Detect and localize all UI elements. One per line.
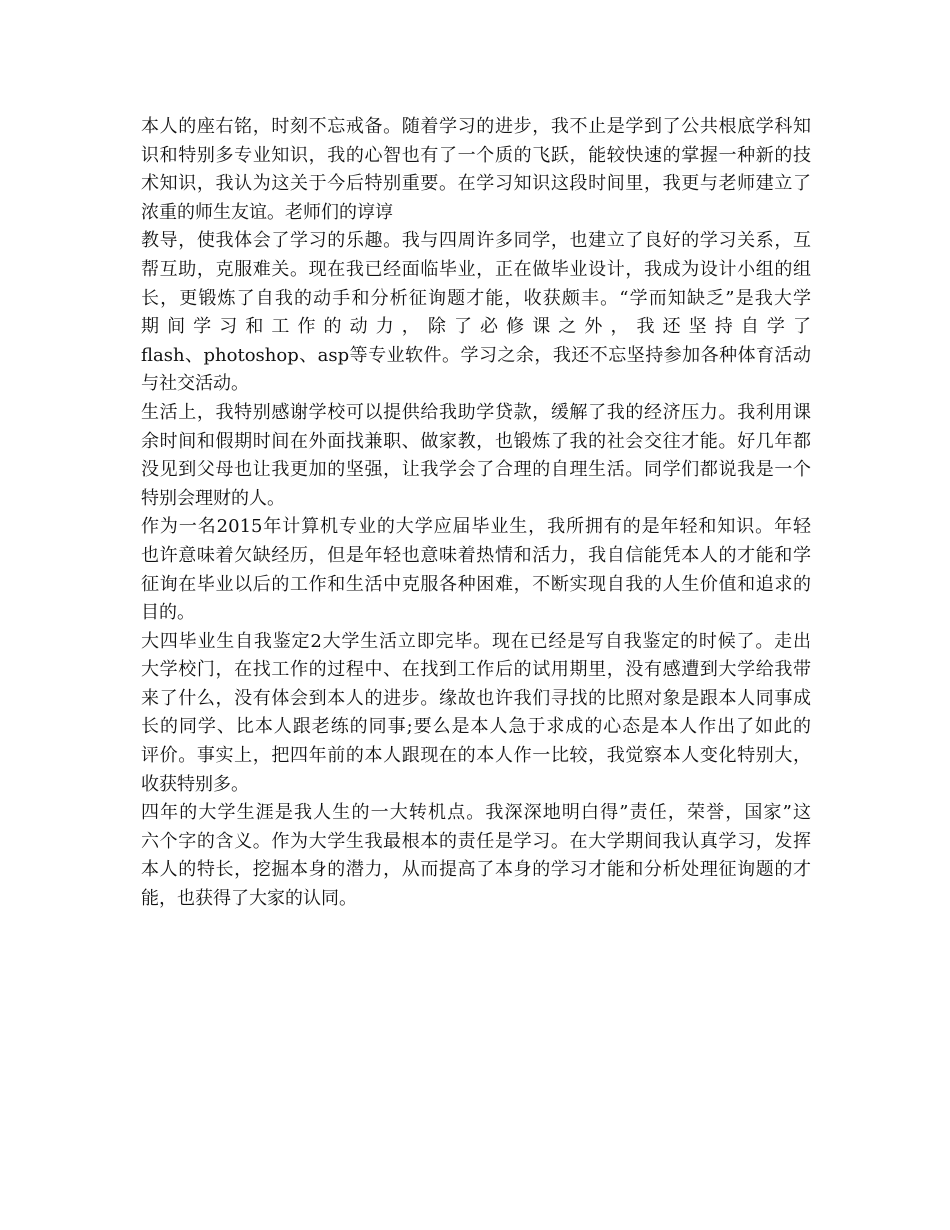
text-line: 六个字的含义。作为大学生我最根本的责任是学习。在大学期间我认真学习，发挥 — [141, 830, 811, 852]
text-line: 目的。 — [141, 602, 195, 624]
text-line: 术知识，我认为这关于今后特别重要。在学习知识这段时间里，我更与老师建立了 — [141, 173, 811, 195]
text-line: 长的同学、比本人跟老练的同事;要么是本人急于求成的心态是本人作出了如此的 — [141, 716, 811, 738]
text-line: 四年的大学生涯是我人生的一大转机点。我深深地明白得”责任，荣誉，国家”这 — [141, 802, 811, 824]
text-line: 教导，使我体会了学习的乐趣。我与四周许多同学，也建立了良好的学习关系，互 — [141, 230, 811, 252]
text-line: 收获特别多。 — [141, 773, 249, 795]
paragraph-5 — [141, 628, 811, 800]
text-line: 大学校门，在找工作的过程中、在找到工作后的试用期里，没有感遭到大学给我带 — [141, 659, 811, 681]
paragraph-2 — [141, 227, 811, 399]
paragraph-6 — [141, 799, 811, 913]
text-line: 大四毕业生自我鉴定2大学生活立即完毕。现在已经是写自我鉴定的时候了。走出 — [141, 630, 811, 652]
text-line: 帮互助，克服难关。现在我已经面临毕业，正在做毕业设计，我成为设计小组的组 — [141, 258, 811, 280]
text-line: 本人的特长，挖掘本身的潜力，从而提高了本身的学习才能和分析处理征询题的才 — [141, 859, 811, 881]
text-line: 评价。事实上，把四年前的本人跟现在的本人作一比较，我觉察本人变化特别大， — [141, 745, 811, 767]
text-line: 期间学习和工作的动力，除了必修课之外，我还坚持自学了 — [141, 316, 811, 338]
text-line: 生活上，我特别感谢学校可以提供给我助学贷款，缓解了我的经济压力。我利用课 — [141, 401, 811, 423]
document-page — [141, 113, 811, 914]
text-line: 本人的座右铭，时刻不忘戒备。随着学习的进步，我不止是学到了公共根底学科知 — [141, 116, 811, 137]
text-line: flash、photoshop、asp等专业软件。学习之余，我还不忘坚持参加各种体育活动 — [141, 344, 811, 366]
paragraph-1 — [141, 113, 811, 227]
text-line: 作为一名2015年计算机专业的大学应届毕业生，我所拥有的是年轻和知识。年轻 — [141, 516, 811, 538]
text-line: 特别会理财的人。 — [141, 487, 285, 509]
paragraph-3 — [141, 399, 811, 513]
text-line: 余时间和假期时间在外面找兼职、做家教，也锻炼了我的社会交往才能。好几年都 — [141, 430, 811, 452]
text-line: 征询在毕业以后的工作和生活中克服各种困难，不断实现自我的人生价值和追求的 — [141, 573, 811, 595]
text-line: 与社交活动。 — [141, 373, 249, 395]
text-line: 来了什么，没有体会到本人的进步。缘故也许我们寻找的比照对象是跟本人同事成 — [141, 687, 811, 709]
text-line: 没见到父母也让我更加的坚强，让我学会了合理的自理生活。同学们都说我是一个 — [141, 459, 811, 481]
text-line: 也许意味着欠缺经历，但是年轻也意味着热情和活力，我自信能凭本人的才能和学 — [141, 544, 811, 566]
text-line: 识和特别多专业知识，我的心智也有了一个质的飞跃，能较快速的掌握一种新的技 — [141, 144, 811, 166]
text-line: 浓重的师生友谊。老师们的谆谆 — [141, 201, 393, 223]
text-line: 能，也获得了大家的认同。 — [141, 888, 357, 910]
paragraph-4 — [141, 513, 811, 627]
text-line: 长，更锻炼了自我的动手和分析征询题才能，收获颇丰。“学而知缺乏”是我大学 — [141, 287, 811, 309]
